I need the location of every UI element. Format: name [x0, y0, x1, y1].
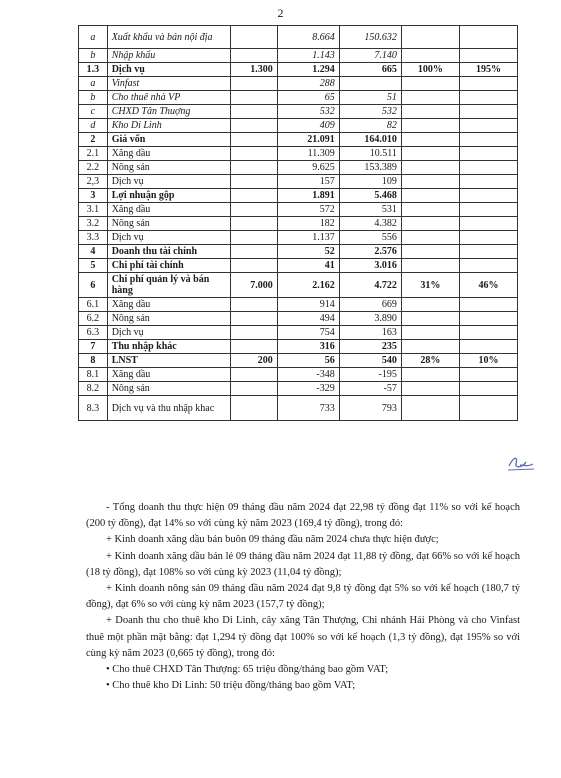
table-row [79, 175, 518, 189]
row-number: 4 [79, 245, 108, 259]
table-row [79, 189, 518, 203]
row-item: Doanh thu tài chính [107, 245, 231, 259]
body-text [86, 500, 520, 694]
row-pct-yoy [459, 259, 517, 273]
row-pct-plan [401, 368, 459, 382]
table-row [79, 161, 518, 175]
row-actual-2024: 157 [277, 175, 339, 189]
row-plan [231, 382, 277, 396]
table-row [79, 217, 518, 231]
row-pct-yoy: 10% [459, 354, 517, 368]
row-pct-yoy [459, 105, 517, 119]
row-number: 5 [79, 259, 108, 273]
row-plan: 7.000 [231, 273, 277, 298]
table-row [79, 340, 518, 354]
row-pct-plan [401, 49, 459, 63]
row-actual-2023: 10.511 [339, 147, 401, 161]
row-plan: 1.300 [231, 63, 277, 77]
table-row [79, 396, 518, 421]
row-number: 2,3 [79, 175, 108, 189]
table-row [79, 133, 518, 147]
row-number: 3.3 [79, 231, 108, 245]
row-actual-2024: 41 [277, 259, 339, 273]
table-row [79, 49, 518, 63]
row-pct-plan [401, 245, 459, 259]
row-plan [231, 340, 277, 354]
row-item: Nông sản [107, 382, 231, 396]
row-number: a [79, 26, 108, 49]
row-pct-yoy: 46% [459, 273, 517, 298]
row-plan [231, 119, 277, 133]
row-actual-2023: 532 [339, 105, 401, 119]
table-row [79, 368, 518, 382]
row-pct-yoy [459, 245, 517, 259]
row-plan [231, 133, 277, 147]
paragraph: + Kinh doanh xăng dầu bán lẻ 09 tháng đầu năm 2024 đạt 11,88 tỷ đồng, đạt 66% so với kế hoạch (18 tỷ đồng), đạt 108% so với cùng kỳ 2023 (11,04 tỷ đồng); [86, 550, 520, 578]
row-pct-plan [401, 147, 459, 161]
row-number: 1.3 [79, 63, 108, 77]
table-row [79, 312, 518, 326]
row-number: 3.2 [79, 217, 108, 231]
page-number: 2 [277, 6, 284, 20]
row-plan [231, 189, 277, 203]
paragraph: • Cho thuê CHXD Tân Thượng: 65 triệu đồng/tháng bao gồm VAT; [106, 664, 389, 676]
row-plan [231, 175, 277, 189]
row-actual-2024: 1.137 [277, 231, 339, 245]
row-pct-plan [401, 298, 459, 312]
row-item: Xuất khẩu và bán nội địa [107, 26, 231, 49]
row-pct-yoy [459, 217, 517, 231]
row-plan [231, 396, 277, 421]
row-actual-2024: 572 [277, 203, 339, 217]
row-item: Dịch vụ [107, 231, 231, 245]
row-actual-2023: 235 [339, 340, 401, 354]
row-number: 6 [79, 273, 108, 298]
row-actual-2024: 316 [277, 340, 339, 354]
row-pct-plan [401, 382, 459, 396]
row-plan [231, 368, 277, 382]
row-number: a [79, 77, 108, 91]
row-pct-plan [401, 231, 459, 245]
row-actual-2024: 9.625 [277, 161, 339, 175]
row-actual-2024: 65 [277, 91, 339, 105]
row-pct-yoy [459, 26, 517, 49]
row-pct-plan [401, 340, 459, 354]
row-actual-2023: 82 [339, 119, 401, 133]
table-row [79, 63, 518, 77]
row-item: Dịch vụ [107, 326, 231, 340]
row-item: Lợi nhuận gộp [107, 189, 231, 203]
row-pct-yoy [459, 396, 517, 421]
row-item: Cho thuê nhà VP [107, 91, 231, 105]
row-actual-2023: 5.468 [339, 189, 401, 203]
row-number: d [79, 119, 108, 133]
row-item: Xăng dầu [107, 147, 231, 161]
row-item: Thu nhập khác [107, 340, 231, 354]
row-pct-plan [401, 396, 459, 421]
row-number: b [79, 91, 108, 105]
row-item: Kho Di Linh [107, 119, 231, 133]
row-item: Nhập khẩu [107, 49, 231, 63]
signature-mark [506, 452, 536, 474]
row-item: Xăng dầu [107, 203, 231, 217]
row-pct-plan [401, 133, 459, 147]
paragraph: - Tổng doanh thu thực hiện 09 tháng đầu năm 2024 đạt 22,98 tỷ đồng đạt 11% so với kế hoạch (200 tỷ đồng), đạt 14% so với cùng kỳ năm 2023 (169,4 tỷ đồng), trong đó: [86, 502, 520, 530]
row-pct-yoy [459, 231, 517, 245]
row-pct-plan [401, 105, 459, 119]
row-actual-2023: 669 [339, 298, 401, 312]
table-row [79, 91, 518, 105]
row-pct-plan [401, 175, 459, 189]
row-number: 8 [79, 354, 108, 368]
table-row [79, 77, 518, 91]
row-actual-2024: 11.309 [277, 147, 339, 161]
row-number: 2.2 [79, 161, 108, 175]
row-plan [231, 326, 277, 340]
row-number: 6.2 [79, 312, 108, 326]
row-actual-2024: -329 [277, 382, 339, 396]
row-item: LNST [107, 354, 231, 368]
row-pct-yoy [459, 368, 517, 382]
row-plan [231, 217, 277, 231]
row-actual-2023: 164.010 [339, 133, 401, 147]
table-row [79, 382, 518, 396]
table-row [79, 203, 518, 217]
row-plan [231, 105, 277, 119]
row-actual-2023: 3.016 [339, 259, 401, 273]
row-pct-yoy [459, 133, 517, 147]
paragraph: + Kinh doanh xăng dầu bán buôn 09 tháng đầu năm 2024 chưa thực hiện được; [106, 534, 439, 546]
table-row [79, 105, 518, 119]
row-actual-2024: 1.143 [277, 49, 339, 63]
row-pct-plan [401, 26, 459, 49]
table-row [79, 273, 518, 298]
row-plan [231, 245, 277, 259]
row-item: Dịch vụ [107, 63, 231, 77]
row-item: Dịch vụ [107, 175, 231, 189]
row-pct-yoy [459, 382, 517, 396]
row-number: 8.2 [79, 382, 108, 396]
row-pct-yoy [459, 326, 517, 340]
row-item: Chi phí tài chính [107, 259, 231, 273]
row-plan [231, 26, 277, 49]
row-item: Nông sản [107, 312, 231, 326]
row-actual-2024: 532 [277, 105, 339, 119]
row-actual-2024: 733 [277, 396, 339, 421]
row-plan [231, 312, 277, 326]
row-item: Nông sản [107, 161, 231, 175]
row-number: b [79, 49, 108, 63]
row-actual-2023: 7.140 [339, 49, 401, 63]
row-actual-2024: 754 [277, 326, 339, 340]
row-pct-plan: 28% [401, 354, 459, 368]
row-actual-2024: 494 [277, 312, 339, 326]
row-plan [231, 91, 277, 105]
row-actual-2024: 409 [277, 119, 339, 133]
row-plan [231, 49, 277, 63]
row-pct-yoy [459, 340, 517, 354]
row-actual-2023 [339, 77, 401, 91]
table-row [79, 354, 518, 368]
row-actual-2024: 914 [277, 298, 339, 312]
row-number: 8.1 [79, 368, 108, 382]
table-row [79, 298, 518, 312]
row-pct-yoy [459, 119, 517, 133]
row-item: Vinfast [107, 77, 231, 91]
row-pct-yoy [459, 312, 517, 326]
row-pct-yoy [459, 77, 517, 91]
row-number: 7 [79, 340, 108, 354]
row-actual-2023: 3.890 [339, 312, 401, 326]
row-actual-2023: 793 [339, 396, 401, 421]
row-pct-plan [401, 312, 459, 326]
row-pct-plan [401, 217, 459, 231]
row-actual-2024: 182 [277, 217, 339, 231]
row-actual-2023: 163 [339, 326, 401, 340]
row-actual-2024: 52 [277, 245, 339, 259]
row-actual-2023: -57 [339, 382, 401, 396]
row-plan [231, 298, 277, 312]
row-number: 3.1 [79, 203, 108, 217]
row-pct-yoy [459, 91, 517, 105]
row-actual-2023: 153.389 [339, 161, 401, 175]
row-plan: 200 [231, 354, 277, 368]
row-number: 6.1 [79, 298, 108, 312]
row-pct-yoy: 195% [459, 63, 517, 77]
row-actual-2024: 1.891 [277, 189, 339, 203]
row-item: Giá vốn [107, 133, 231, 147]
row-pct-plan [401, 326, 459, 340]
row-actual-2023: 51 [339, 91, 401, 105]
row-number: 3 [79, 189, 108, 203]
row-pct-plan [401, 161, 459, 175]
row-pct-yoy [459, 161, 517, 175]
row-actual-2023: 540 [339, 354, 401, 368]
row-pct-yoy [459, 203, 517, 217]
row-pct-plan [401, 259, 459, 273]
row-plan [231, 147, 277, 161]
row-actual-2023: 4.382 [339, 217, 401, 231]
row-pct-plan: 31% [401, 273, 459, 298]
financial-table [78, 25, 518, 421]
row-pct-yoy [459, 147, 517, 161]
row-item: Dịch vụ và thu nhập khac [107, 396, 231, 421]
row-actual-2024: 8.664 [277, 26, 339, 49]
row-item: Nông sản [107, 217, 231, 231]
row-actual-2023: 109 [339, 175, 401, 189]
row-plan [231, 77, 277, 91]
row-plan [231, 259, 277, 273]
row-item: Xăng dầu [107, 298, 231, 312]
row-plan [231, 203, 277, 217]
paragraph: + Doanh thu cho thuê kho Di Linh, cây xăng Tân Thượng, Chi nhánh Hải Phòng và cho Vinfast thuê một phần mặt bằng: đạt 1,294 tỷ đồng đạt 100% so với kế hoạch (1,3 tỷ đồng), đạt 195% so với cùng kỳ năm 2023 (0,665 tỷ đồng), trong đó: [86, 615, 520, 659]
row-number: 2 [79, 133, 108, 147]
row-item: Chi phí quản lý và bán hàng [107, 273, 231, 298]
row-number: 2.1 [79, 147, 108, 161]
row-actual-2024: 21.091 [277, 133, 339, 147]
row-pct-yoy [459, 189, 517, 203]
row-number: 8.3 [79, 396, 108, 421]
row-pct-yoy [459, 298, 517, 312]
paragraph: • Cho thuê kho Di Linh: 50 triệu đồng/tháng bao gồm VAT; [106, 680, 356, 692]
row-actual-2023: -195 [339, 368, 401, 382]
row-pct-plan: 100% [401, 63, 459, 77]
row-item: CHXD Tân Thuợng [107, 105, 231, 119]
table-row [79, 147, 518, 161]
row-actual-2024: 1.294 [277, 63, 339, 77]
row-pct-yoy [459, 49, 517, 63]
row-actual-2024: 288 [277, 77, 339, 91]
row-pct-plan [401, 119, 459, 133]
table-row [79, 26, 518, 49]
row-pct-plan [401, 203, 459, 217]
row-plan [231, 231, 277, 245]
row-actual-2023: 665 [339, 63, 401, 77]
row-pct-plan [401, 91, 459, 105]
row-plan [231, 161, 277, 175]
row-pct-yoy [459, 175, 517, 189]
row-pct-plan [401, 77, 459, 91]
row-actual-2024: 2.162 [277, 273, 339, 298]
row-actual-2024: 56 [277, 354, 339, 368]
row-actual-2023: 2.576 [339, 245, 401, 259]
row-actual-2023: 556 [339, 231, 401, 245]
table-row [79, 259, 518, 273]
table-row [79, 326, 518, 340]
table-row [79, 119, 518, 133]
row-actual-2023: 4.722 [339, 273, 401, 298]
row-number: c [79, 105, 108, 119]
table-row [79, 231, 518, 245]
row-actual-2023: 531 [339, 203, 401, 217]
row-actual-2024: -348 [277, 368, 339, 382]
paragraph: + Kinh doanh nông sản 09 tháng đầu năm 2024 đạt 9,8 tỷ đồng đạt 5% so với kế hoạch (180,7 tỷ đồng), đạt 6% so với cùng kỳ năm 2023 (157,7 tỷ đồng); [86, 583, 520, 611]
row-number: 6.3 [79, 326, 108, 340]
row-item: Xăng dầu [107, 368, 231, 382]
table-row [79, 245, 518, 259]
row-pct-plan [401, 189, 459, 203]
row-actual-2023: 150.632 [339, 26, 401, 49]
